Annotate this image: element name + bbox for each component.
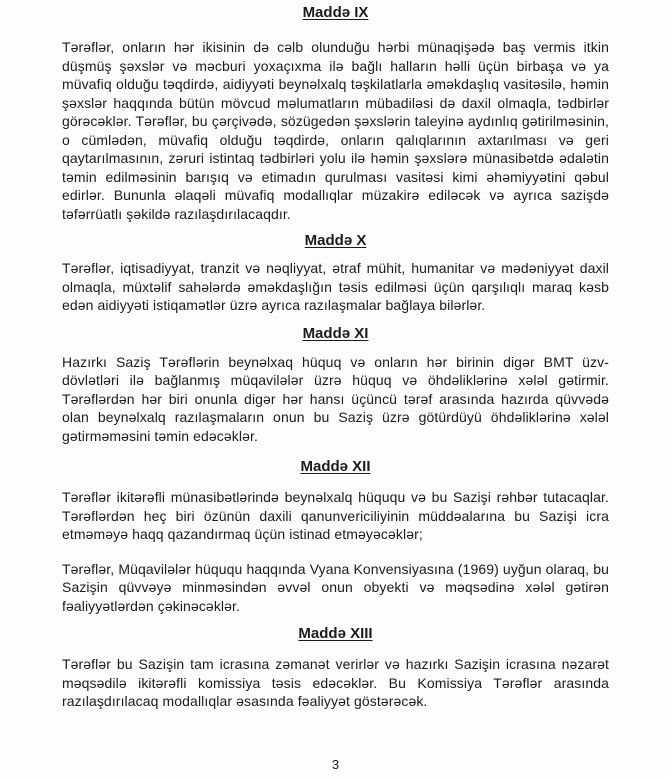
article-heading-x-text: Maddə X xyxy=(304,232,367,249)
article-heading-xi xyxy=(62,324,609,343)
page-number: 3 xyxy=(331,757,340,772)
article-xii-paragraph-1: Tərəflər ikitərəfli münasibətlərində beynəlxalq hüququ və bu Sazişi rəhbər tutacaqlar. Tərəflərdən heç biri özünün daxili qanunvericiliyinin müddəalarına bu Sazişi icra etməməyə haqq qazandırmaq üçün istinad etməyəcəklər; xyxy=(62,489,609,542)
article-x-paragraph-1: Tərəflər, iqtisadiyyat, tranzit və nəqliyyat, ətraf mühit, humanitar və mədəniyyət daxil olmaqla, müxtəlif sahələrdə əməkdaşlığın təsis edilməsi üçün qarşılıqlı maraq kəsb edən aidiyyəti istiqamətlər üzrə ayrıca razılaşmalar bağlaya bilərlər. xyxy=(62,260,609,313)
article-heading-xii xyxy=(62,457,609,476)
article-xi-paragraph-1: Hazırkı Saziş Tərəflərin beynəlxaq hüquq və onların hər birinin digər BMT üzv-dövlətləri ilə bağlanmış müqavilələr üzrə hüquq və öhdəliklərinə xələl gətirmir. Tərəflərdən hər biri onunla digər hər hansı üçüncü tərəf arasında hazırda qüvvədə olan beynəlxalq razılaşmaların onun bu Saziş üzrə götürdüyü öhdəliklərinə xələl gətirməməsini təmin edəcəklər. xyxy=(62,353,609,444)
article-heading-x xyxy=(62,231,609,250)
article-ix-paragraph-1: Tərəflər, onların hər ikisinin də cəlb olunduğu hərbi münaqişədə baş vermis itkin düşmüş şəxslər və məcburi yoxaçıxma ilə bağlı halların həlli üçün birbaşa və ya müvafiq olduğu təqdirdə, aidiyyəti beynəlxalq təşkilatlarla əməkdaşlıq vasitəsilə, həmin şəxslər haqqında bütün mövcud məlumatların mübadiləsi də daxil olmaqla, tədbirlər görəcəklər. Tərəflər, bu çərçivədə, sözügedən şəxslərin taleyinə aydınlıq gətirilməsinin, o cümlədən, müvafiq olduğu təqdirdə, onların qalıqlarının axtarılması və geri qaytarılmasının, zəruri istintaq tədbirləri yolu ilə həmin şəxslərə münasibətdə ədalətin təmin edilməsinin barışıq və etimadın qurulması vasitəsi kimi əhəmiyyətini qəbul edirlər. Bununla əlaqəli müvafiq modallıqlar müzakirə ediləcək və ayrıca sazişdə təfərrüatlı şəkildə razılaşdırılacaqdır. xyxy=(62,39,609,222)
article-heading-xiii xyxy=(62,624,609,643)
article-heading-xiii-text: Maddə XIII xyxy=(298,625,373,642)
article-heading-xii-text: Maddə XII xyxy=(300,458,371,475)
article-heading-ix-text: Maddə IX xyxy=(302,4,369,21)
article-heading-xi-text: Maddə XI xyxy=(302,324,369,342)
article-xiii-paragraph-1: Tərəflər bu Sazişin tam icrasına zəmanət verirlər və hazırkı Sazişin icrasına nəzarət məqsədilə ikitərəfli komissiya təsis edəcəklər. Bu Komissiya Tərəflər arasında razılaşdırılacaq modallıqlar əsasında fəaliyyət göstərəcək. xyxy=(62,656,609,709)
article-xii-paragraph-2: Tərəflər, Müqavilələr hüququ haqqında Vyana Konvensiyasına (1969) uyğun olaraq, bu Sazişin qüvvəyə minməsindən əvvəl onun obyekti və məqsədinə xələl gətirən fəaliyyətlərdən çəkinəcəklər. xyxy=(62,560,609,614)
article-heading-ix xyxy=(62,3,609,22)
